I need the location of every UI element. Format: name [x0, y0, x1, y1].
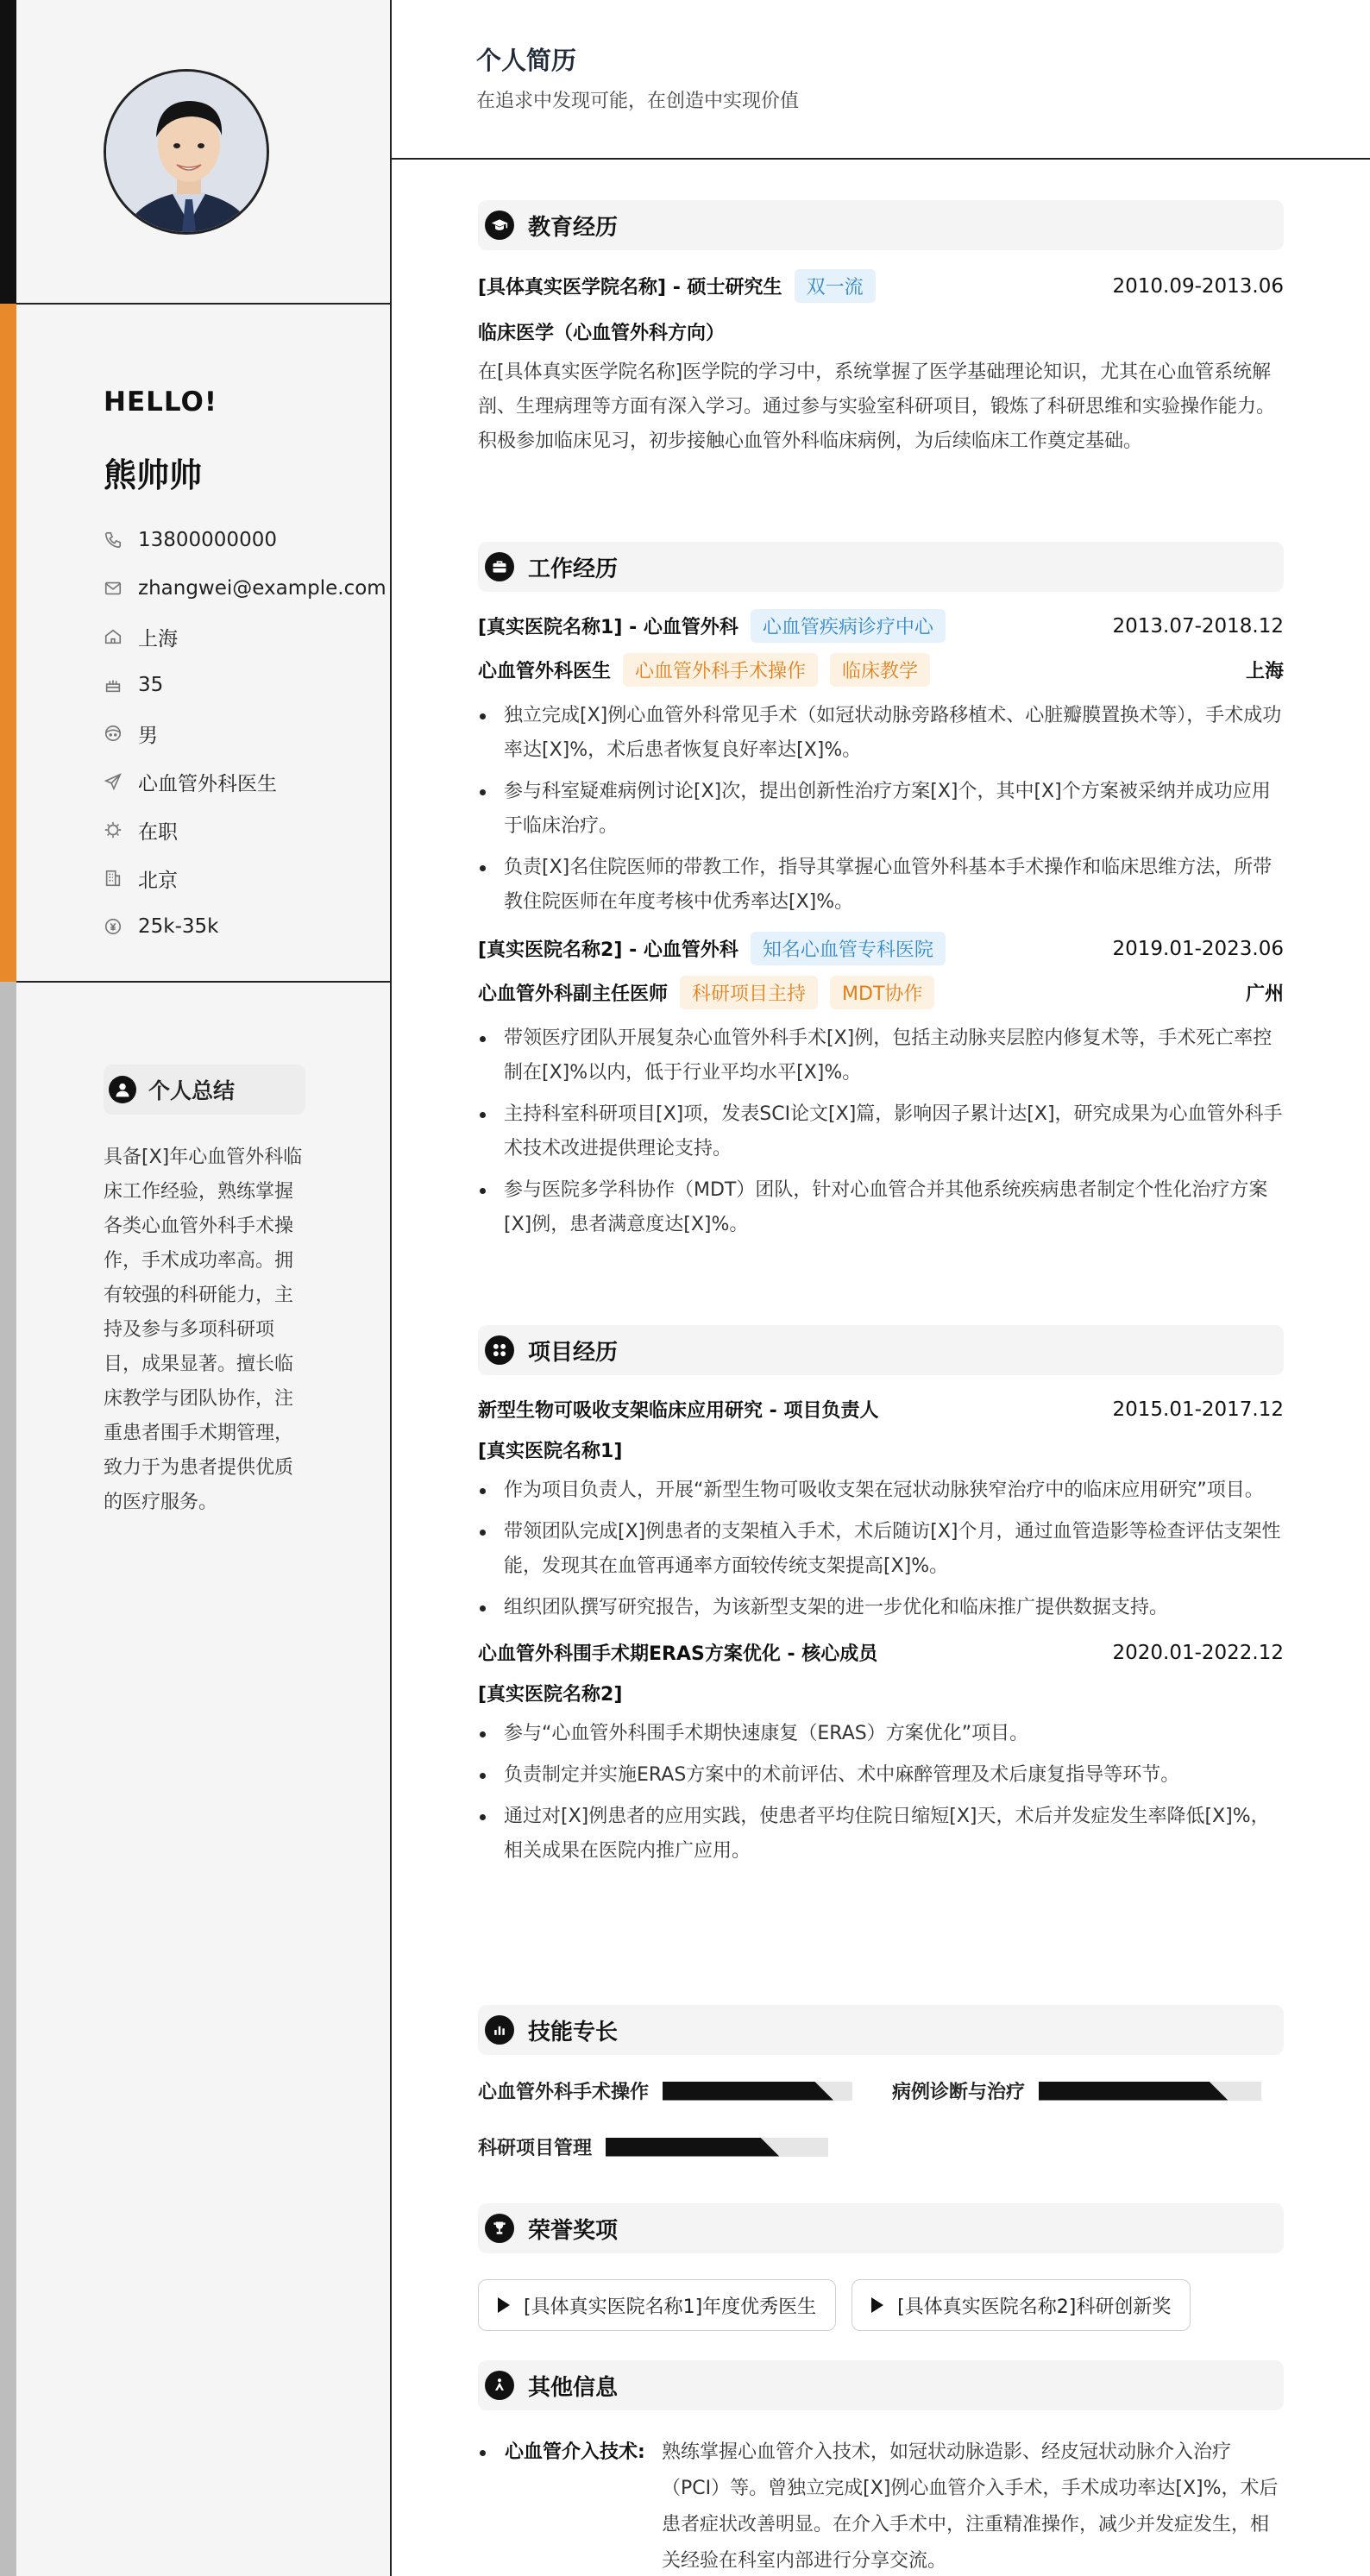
skill-name: 心血管外科手术操作 [478, 2082, 650, 2103]
project-org: [真实医院名称1] [478, 1441, 623, 1462]
list-item: 负责制定并实施ERAS方案中的术前评估、术中麻醉管理及术后康复指导等环节。 [478, 1758, 1284, 1793]
status-icon [104, 820, 123, 839]
graduation-cap-icon [485, 210, 514, 240]
skill-name: 病例诊断与治疗 [892, 2082, 1026, 2103]
avatar [104, 69, 269, 235]
project-name: 新型生物可吸收支架临床应用研究 - 项目负责人 [478, 1400, 879, 1422]
list-item: 组织团队撰写研究报告，为该新型支架的进一步优化和临床推广提供数据支持。 [478, 1591, 1284, 1625]
page-title: 个人简历 [476, 46, 577, 75]
skill-item [478, 2133, 828, 2160]
skills-row [478, 2077, 1284, 2104]
age-text: 35 [138, 674, 164, 696]
education-desc: 在[具体真实医学院名称]医学院的学习中，系统掌握了医学基础理论知识，尤其在心血管系统解剖、生理病理等方面有深入学习。通过参与实验室科研项目，锻炼了科研思维和实验操作能力。积极参加临床见习，初步接触心血管外科临床病例，为后续临床工作奠定基础。 [478, 361, 1276, 452]
other-key: 心血管介入技术: [505, 2441, 645, 2463]
award-text: [具体真实医院名称2]科研创新奖 [897, 2296, 1172, 2318]
project-entry [478, 1639, 1284, 1869]
project-row [478, 1639, 1284, 1666]
award-text: [具体真实医院名称1]年度优秀医生 [524, 2296, 817, 2318]
divider [16, 303, 390, 305]
project-entry [478, 1396, 1284, 1625]
play-icon [871, 2297, 883, 2313]
list-item: 负责[X]名住院医师的带教工作，指导其掌握心血管外科基本手术操作和临床思维方法，所带教住院医师在年度考核中优秀率达[X]%。 [478, 851, 1284, 920]
job-skill-tag: 临床教学 [830, 653, 930, 687]
info-city [104, 854, 386, 902]
project-name: 心血管外科围手术期ERAS方案优化 - 核心成员 [478, 1643, 878, 1665]
skill-bar [606, 2138, 828, 2157]
info-phone [104, 516, 386, 564]
list-item: 参与科室疑难病例讨论[X]次，提出创新性治疗方案[X]个，其中[X]个方案被采纳并成功应用于临床治疗。 [478, 775, 1284, 844]
mail-icon [104, 579, 123, 598]
skill-bar-fill [1039, 2082, 1228, 2101]
job-org: [真实医院名称1] - 心血管外科 [478, 617, 738, 638]
job-row [478, 609, 1284, 643]
education-date: 2010.09-2013.06 [1112, 274, 1284, 298]
summary-heading [104, 1065, 305, 1115]
project-row [478, 1396, 1284, 1423]
list-item: 作为项目负责人，开展“新型生物可吸收支架在冠状动脉狭窄治疗中的临床应用研究”项目。 [478, 1473, 1284, 1508]
phone-text: 13800000000 [138, 529, 277, 551]
job-date: 2019.01-2023.06 [1112, 937, 1284, 960]
skill-name: 科研项目管理 [478, 2138, 593, 2159]
user-icon [109, 1076, 136, 1103]
education-title: 教育经历 [528, 214, 619, 241]
skills-heading [478, 2005, 1284, 2055]
send-icon [104, 772, 123, 791]
work-title: 工作经历 [528, 556, 619, 582]
job-entry [478, 932, 1284, 1242]
awards-list [478, 2279, 1284, 2331]
other-value: 熟练掌握心血管介入技术，如冠状动脉造影、经皮冠状动脉介入治疗（PCI）等。曾独立完成[X]例心血管介入手术，手术成功率达[X]%，术后患者症状改善明显。在介入手术中，注重精准操作，减少并发症发生，相关经验在科室内部进行分享交流。 [662, 2441, 1279, 2572]
job-date: 2013.07-2018.12 [1112, 614, 1284, 638]
status-text: 在职 [138, 820, 178, 844]
school-tag: 双一流 [795, 269, 876, 303]
skills-section [478, 2005, 1284, 2160]
info-position [104, 757, 386, 806]
email-text: zhangwei@example.com [138, 577, 386, 600]
job-city: 上海 [1245, 661, 1284, 682]
skills-row [478, 2133, 1284, 2160]
education-row [478, 269, 1284, 303]
person-icon [485, 2371, 514, 2400]
list-item: 带领医疗团队开展复杂心血管外科手术[X]例，包括主动脉夹层腔内修复术等，手术死亡率控制在[X]%以内，低于行业平均水平[X]%。 [478, 1021, 1284, 1090]
projects-title: 项目经历 [528, 1339, 619, 1366]
grid-icon [485, 1335, 514, 1365]
other-item [478, 2435, 1284, 2576]
contact-info-list [104, 516, 386, 951]
job-city: 广州 [1245, 983, 1284, 1005]
other-section [478, 2360, 1284, 2576]
job-org: [真实医院名称2] - 心血管外科 [478, 939, 738, 961]
list-item: 带领团队完成[X]例患者的支架植入手术，术后随访[X]个月，通过血管造影等检查评估支架性能，发现其在血管再通率方面较传统支架提高[X]%。 [478, 1515, 1284, 1584]
list-item: 参与医院多学科协作（MDT）团队，针对心血管合并其他系统疾病患者制定个性化治疗方案[X]例，患者满意度达[X]%。 [478, 1173, 1284, 1242]
info-salary [104, 902, 386, 951]
job-role-row [478, 976, 1284, 1009]
project-date: 2020.01-2022.12 [1112, 1641, 1284, 1664]
list-item: 独立完成[X]例心血管外科常见手术（如冠状动脉旁路移植术、心脏瓣膜置换术等），手术成功率达[X]%，术后患者恢复良好率达[X]%。 [478, 699, 1284, 768]
job-org-tag: 心血管疾病诊疗中心 [751, 609, 946, 643]
summary-title: 个人总结 [148, 1078, 236, 1103]
awards-title: 荣誉奖项 [528, 2217, 619, 2244]
skill-item [892, 2077, 1261, 2104]
skill-bar [663, 2082, 852, 2101]
project-org: [真实医院名称2] [478, 1684, 623, 1706]
job-row [478, 932, 1284, 965]
briefcase-icon [485, 552, 514, 581]
sidebar-stripe-dark [0, 0, 16, 304]
work-heading [478, 542, 1284, 592]
other-heading [478, 2360, 1284, 2410]
info-location [104, 613, 386, 661]
project-date: 2015.01-2017.12 [1112, 1398, 1284, 1421]
job-role-row [478, 653, 1284, 687]
divider [16, 981, 390, 983]
list-item: 主持科室科研项目[X]项，发表SCI论文[X]篇，影响因子累计达[X]，研究成果为心血管外科手术技术改进提供理论支持。 [478, 1097, 1284, 1166]
candidate-name: 熊帅帅 [104, 456, 203, 494]
trophy-icon [485, 2214, 514, 2243]
info-gender [104, 709, 386, 757]
education-heading [478, 200, 1284, 250]
job-role: 心血管外科医生 [478, 661, 612, 682]
job-bullets [478, 699, 1284, 920]
job-bullets [478, 1021, 1284, 1242]
award-item [852, 2279, 1191, 2331]
skill-item [478, 2077, 892, 2104]
skill-bar-fill [663, 2082, 833, 2101]
sidebar-stripe-gray [0, 982, 16, 2576]
summary-text: 具备[X]年心血管外科临床工作经验，熟练掌握各类心血管外科手术操作，手术成功率高。拥有较强的科研能力，主持及参与多项科研项目，成果显著。擅长临床教学与团队协作，注重患者围手术期管理，致力于为患者提供优质的医疗服务。 [104, 1147, 303, 1513]
bullet-dot [480, 2450, 486, 2456]
skill-bar-fill [606, 2138, 779, 2157]
salary-text: 25k-35k [138, 915, 219, 938]
info-age [104, 661, 386, 709]
other-title: 其他信息 [528, 2374, 619, 2401]
salary-icon [104, 917, 123, 936]
gender-icon [104, 724, 123, 743]
skill-bar [1039, 2082, 1261, 2101]
projects-heading [478, 1325, 1284, 1375]
awards-section [478, 2203, 1284, 2331]
info-email [104, 564, 386, 613]
sidebar [0, 0, 392, 2576]
sidebar-stripe-orange [0, 304, 16, 982]
play-icon [498, 2297, 510, 2313]
chart-icon [485, 2015, 514, 2045]
header-divider [392, 158, 1370, 160]
phone-icon [104, 531, 123, 550]
job-skill-tag: 科研项目主持 [680, 976, 818, 1009]
hello-heading: HELLO! [104, 386, 218, 418]
position-text: 心血管外科医生 [138, 772, 277, 795]
school-name: [具体真实医学院名称] - 硕士研究生 [478, 277, 782, 298]
age-icon [104, 675, 123, 694]
work-section [478, 542, 1284, 1249]
project-bullets [478, 1717, 1284, 1869]
location-text: 上海 [138, 627, 178, 650]
job-skill-tag: MDT协作 [830, 976, 934, 1009]
job-skill-tag: 心血管外科手术操作 [623, 653, 818, 687]
main-content [392, 0, 1370, 2576]
page-subtitle: 在追求中发现可能，在创造中实现价值 [476, 91, 800, 112]
projects-section [478, 1325, 1284, 1875]
education-section [478, 200, 1284, 459]
project-bullets [478, 1473, 1284, 1625]
skills-title: 技能专长 [528, 2019, 619, 2045]
city-text: 北京 [138, 869, 178, 892]
gender-text: 男 [138, 724, 158, 747]
major: 临床医学（心血管外科方向） [478, 323, 726, 344]
awards-heading [478, 2203, 1284, 2253]
job-org-tag: 知名心血管专科医院 [751, 932, 946, 965]
job-entry [478, 609, 1284, 920]
list-item: 通过对[X]例患者的应用实践，使患者平均住院日缩短[X]天，术后并发症发生率降低[X]%，相关成果在医院内推广应用。 [478, 1800, 1284, 1869]
building-icon [104, 869, 123, 888]
award-item [478, 2279, 836, 2331]
home-icon [104, 627, 123, 646]
info-status [104, 806, 386, 854]
list-item: 参与“心血管外科围手术期快速康复（ERAS）方案优化”项目。 [478, 1717, 1284, 1751]
job-role: 心血管外科副主任医师 [478, 983, 669, 1005]
